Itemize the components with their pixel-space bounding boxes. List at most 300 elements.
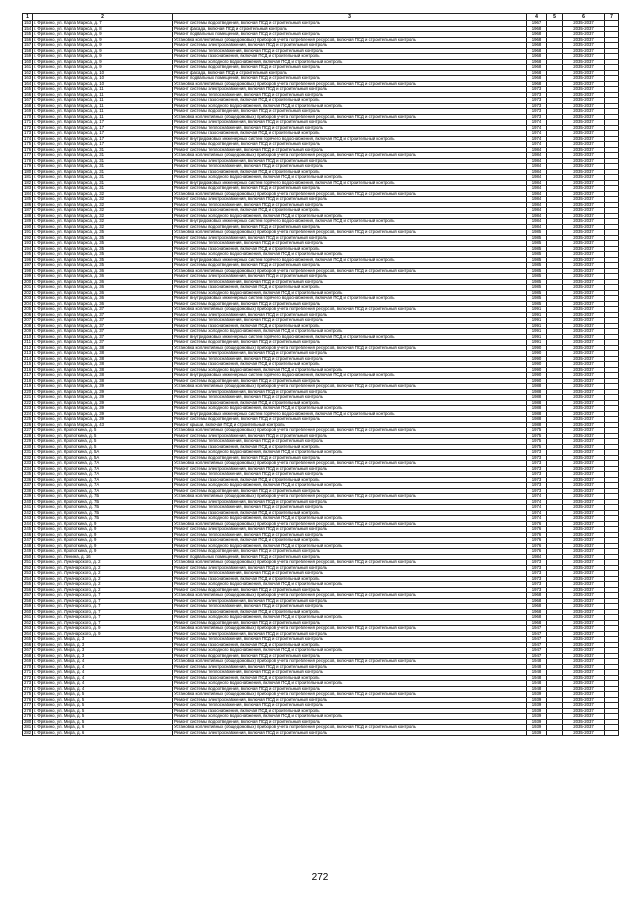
table-cell: 1974 xyxy=(527,131,547,137)
table-cell: Установка коллективных (общедомовых) приборов учета потребления ресурсов, включая ПСД и строительный контроль xyxy=(173,153,527,159)
table-cell: Ремонт системы электроснабжения, включая ПСД и строительный контроль xyxy=(173,697,527,703)
table-cell: 2035-2037 xyxy=(563,499,605,505)
table-cell: 2035-2037 xyxy=(563,318,605,324)
table-cell: 1948 xyxy=(527,686,547,692)
table-cell: 1947 xyxy=(527,637,547,643)
table-cell: 281 xyxy=(24,724,32,729)
table-cell: 1974 xyxy=(527,505,547,511)
table-cell: 1985 xyxy=(527,268,547,274)
table-cell: Ремонт системы водоотведения, включая ПСД и строительный контроль xyxy=(173,340,527,346)
table-cell: 1939 xyxy=(527,692,547,698)
table-cell: 256 xyxy=(24,587,32,592)
table-cell: 2035-2037 xyxy=(563,538,605,544)
table-cell: 1973 xyxy=(527,576,547,582)
table-cell: 203 xyxy=(24,295,32,300)
table-cell: 2035-2037 xyxy=(563,367,605,373)
table-cell: 2035-2037 xyxy=(563,675,605,681)
table-cell: г. Фрязино, ул. Карла Маркса, д. 37 xyxy=(33,307,173,313)
table-cell: 251 xyxy=(24,559,32,564)
table-cell: 268 xyxy=(24,653,32,658)
table-cell: Установка коллективных (общедомовых) приборов учета потребления ресурсов, включая ПСД и строительный контроль xyxy=(173,626,527,632)
table-cell: г. Фрязино, ул. Луначарского, д. 2 xyxy=(33,576,173,582)
table-cell: г. Фрязино, ул. Мира, д. 5 xyxy=(33,697,173,703)
table-cell: 2035-2037 xyxy=(563,659,605,665)
table-cell: Установка коллективных (общедомовых) приборов учета потребления ресурсов, включая ПСД и строительный контроль xyxy=(173,81,527,87)
table-cell: 2035-2037 xyxy=(563,356,605,362)
table-cell: г. Фрязино, ул. Карла Маркса, д. 17 xyxy=(33,120,173,126)
table-cell: 2035-2037 xyxy=(563,428,605,434)
table-cell: 185 xyxy=(24,196,32,201)
table-cell: 1991 xyxy=(527,340,547,346)
table-cell: 280 xyxy=(24,719,32,724)
table-cell: 1991 xyxy=(527,312,547,318)
table-cell: 2035-2037 xyxy=(563,351,605,357)
table-cell: 2035-2037 xyxy=(563,103,605,109)
table-cell: 275 xyxy=(24,691,32,696)
table-cell: г. Фрязино, ул. Карла Маркса, д. 11 xyxy=(33,87,173,93)
table-cell: 1939 xyxy=(527,708,547,714)
table-cell: 1985 xyxy=(527,290,547,296)
table-cell: г. Фрязино, ул. Карла Маркса, д. 39 xyxy=(33,417,173,423)
table-cell: г. Фрязино, ул. Мира, д. 5 xyxy=(33,692,173,698)
table-cell: Ремонт системы теплоснабжения, включая ПСД и строительный контроль xyxy=(173,279,527,285)
table-cell: 1985 xyxy=(527,235,547,241)
table-cell: 2035-2037 xyxy=(563,620,605,626)
table-cell: 2035-2037 xyxy=(563,158,605,164)
table-cell: 2035-2037 xyxy=(563,329,605,335)
table-cell: 1973 xyxy=(527,455,547,461)
table-cell: 239 xyxy=(24,493,32,498)
table-cell: 2035-2037 xyxy=(563,378,605,384)
table-cell: Ремонт внутридомовых инженерных систем горячего водоснабжения, включая ПСД и строительный контроль xyxy=(173,219,527,225)
table-cell: г. Фрязино, ул. Карла Маркса, д. 37 xyxy=(33,323,173,329)
table-cell: 1976 xyxy=(527,521,547,527)
table-cell: Ремонт системы холодного водоснабжения, включая ПСД и строительный контроль xyxy=(173,175,527,181)
table-cell: 2035-2037 xyxy=(563,708,605,714)
table-cell: 187 xyxy=(24,207,32,212)
table-cell: 253 xyxy=(24,570,32,575)
table-cell: Ремонт системы электроснабжения, включая ПСД и строительный контроль xyxy=(173,466,527,472)
table-cell: г. Фрязино, ул. Луначарского, д. 9 xyxy=(33,631,173,637)
table-cell: Ремонт системы газоснабжения, включая ПСД и строительный контроль xyxy=(173,675,527,681)
table-cell: г. Фрязино, ул. Карла Маркса, д. 11 xyxy=(33,114,173,120)
table-cell: 1947 xyxy=(527,642,547,648)
table-cell: г. Фрязино, ул. Карла Маркса, д. 35 xyxy=(33,235,173,241)
table-cell: 164 xyxy=(24,81,32,86)
table-cell: Установка коллективных (общедомовых) приборов учета потребления ресурсов, включая ПСД и строительный контроль xyxy=(173,307,527,313)
table-cell: г. Фрязино, ул. Карла Маркса, д. 37 xyxy=(33,329,173,335)
table-cell: 2035-2037 xyxy=(563,114,605,120)
table-cell: Ремонт системы газоснабжения, включая ПСД и строительный контроль xyxy=(173,362,527,368)
table-cell: 221 xyxy=(24,394,32,399)
table-cell: 2035-2037 xyxy=(563,32,605,38)
table-cell: г. Фрязино, ул. Луначарского, д. 7 xyxy=(33,609,173,615)
table-cell: Ремонт фасада, включая ПСД и строительный контроль xyxy=(173,70,527,76)
table-cell: 1990 xyxy=(527,367,547,373)
table-cell: 188 xyxy=(24,213,32,218)
table-cell: 2035-2037 xyxy=(563,285,605,291)
table-cell: г. Фрязино, ул. Кропоткина, д. 7А xyxy=(33,461,173,467)
table-cell: 214 xyxy=(24,356,32,361)
page-number: 272 xyxy=(311,872,329,883)
table-cell: 170 xyxy=(24,114,32,119)
table-cell: 242 xyxy=(24,510,32,515)
table-cell: Установка коллективных (общедомовых) приборов учета потребления ресурсов, включая ПСД и строительный контроль xyxy=(173,114,527,120)
table-cell: Ремонт системы электроснабжения, включая ПСД и строительный контроль xyxy=(173,499,527,505)
table-cell: 2035-2037 xyxy=(563,175,605,181)
table-cell: 1984 xyxy=(527,202,547,208)
table-cell: г. Фрязино, ул. Луначарского, д. 7 xyxy=(33,598,173,604)
table-cell: 155 xyxy=(24,31,32,36)
table-cell: г. Фрязино, ул. Карла Маркса, д. 37 xyxy=(33,312,173,318)
table-cell: 261 xyxy=(24,614,32,619)
table-cell: г. Фрязино, ул. Кропоткина, д. 7А xyxy=(33,472,173,478)
table-cell: 2035-2037 xyxy=(563,21,605,27)
table-cell: 2035-2037 xyxy=(563,43,605,49)
table-cell: 2035-2037 xyxy=(563,615,605,621)
table-cell: 159 xyxy=(24,53,32,58)
table-cell: 262 xyxy=(24,620,32,625)
table-cell: г. Фрязино, ул. Карла Маркса, д. 9 xyxy=(33,65,173,71)
table-cell: Установка коллективных (общедомовых) приборов учета потребления ресурсов, включая ПСД и строительный контроль xyxy=(173,345,527,351)
table-cell: 217 xyxy=(24,372,32,377)
table-cell: 210 xyxy=(24,334,32,339)
table-cell: 1973 xyxy=(527,87,547,93)
table-cell: 1990 xyxy=(527,351,547,357)
table-cell: 2035-2037 xyxy=(563,730,605,736)
table-cell: Ремонт системы холодного водоснабжения, включая ПСД и строительный контроль xyxy=(173,714,527,720)
header-cell: 3 xyxy=(173,14,527,21)
table-cell: г. Фрязино, ул. Мира, д. 6 xyxy=(33,725,173,731)
table-cell: 1968 xyxy=(527,604,547,610)
table-cell: 2035-2037 xyxy=(563,136,605,142)
table-cell: Ремонт системы холодного водоснабжения, включая ПСД и строительный контроль xyxy=(173,59,527,65)
table-cell: 1976 xyxy=(527,549,547,555)
table-cell: Установка коллективных (общедомовых) приборов учета потребления ресурсов, включая ПСД и строительный контроль xyxy=(173,268,527,274)
table-cell: 201 xyxy=(24,284,32,289)
table-cell: 257 xyxy=(24,592,32,597)
table-cell: 274 xyxy=(24,686,32,691)
table-cell: 1973 xyxy=(527,587,547,593)
table-cell: Ремонт системы холодного водоснабжения, включая ПСД и строительный контроль xyxy=(173,252,527,258)
table-cell: 2035-2037 xyxy=(563,494,605,500)
table-cell: г. Фрязино, ул. Карла Маркса, д. 37 xyxy=(33,340,173,346)
table-cell: г. Фрязино, ул. Карла Маркса, д. 31 xyxy=(33,180,173,186)
table-cell: 1948 xyxy=(527,659,547,665)
table-cell: Ремонт системы теплоснабжения, включая ПСД и строительный контроль xyxy=(173,125,527,131)
table-cell: Ремонт системы электроснабжения, включая ПСД и строительный контроль xyxy=(173,197,527,203)
table-cell: Ремонт подвальных помещений, включая ПСД и строительный контроль xyxy=(173,76,527,82)
table-cell: 2035-2037 xyxy=(563,609,605,615)
table-cell: Установка коллективных (общедомовых) приборов учета потребления ресурсов, включая ПСД и строительный контроль xyxy=(173,191,527,197)
table-cell: г. Фрязино, ул. Карла Маркса, д. 9 xyxy=(33,54,173,60)
table-cell: г. Фрязино, ул. Мира, д. 3 xyxy=(33,653,173,659)
table-cell: Ремонт системы теплоснабжения, включая ПСД и строительный контроль xyxy=(173,703,527,709)
table-cell: Ремонт системы водоотведения, включая ПСД и строительный контроль xyxy=(173,653,527,659)
table-cell: г. Фрязино, ул. Кропоткина, д. 5 xyxy=(33,444,173,450)
table-cell: 2035-2037 xyxy=(563,131,605,137)
table-cell: Ремонт подвальных помещений, включая ПСД и строительный контроль xyxy=(173,32,527,38)
table-cell: 216 xyxy=(24,367,32,372)
table-cell: г. Фрязино, ул. Карла Маркса, д. 37 xyxy=(33,334,173,340)
table-cell: 2035-2037 xyxy=(563,164,605,170)
table-cell: 2035-2037 xyxy=(563,554,605,560)
table-cell: г. Фрязино, ул. Карла Маркса, д. 32 xyxy=(33,197,173,203)
table-cell: 240 xyxy=(24,499,32,504)
table-cell: г. Фрязино, ул. Кропоткина, д. 5 xyxy=(33,428,173,434)
table-cell: Ремонт системы водоотведения, включая ПСД и строительный контроль xyxy=(173,417,527,423)
table-cell: 2035-2037 xyxy=(563,98,605,104)
table-cell: г. Фрязино, ул. Карла Маркса, д. 11 xyxy=(33,103,173,109)
table-cell: 2035-2037 xyxy=(563,571,605,577)
table-cell: 2035-2037 xyxy=(563,406,605,412)
table-cell: 169 xyxy=(24,108,32,113)
table-cell: 193 xyxy=(24,240,32,245)
table-cell: г. Фрязино, ул. Кропоткина, д. 7Б xyxy=(33,516,173,522)
table-cell: г. Фрязино, ул. Карла Маркса, д. 38 xyxy=(33,351,173,357)
table-cell: г. Фрязино, ул. Кропоткина, д. 5А xyxy=(33,450,173,456)
table-cell: 1976 xyxy=(527,527,547,533)
table-cell: 273 xyxy=(24,680,32,685)
table-cell: г. Фрязино, ул. Карла Маркса, д. 39 xyxy=(33,389,173,395)
table-cell: 181 xyxy=(24,174,32,179)
table-cell: Ремонт системы водоотведения, включая ПСД и строительный контроль xyxy=(173,142,527,148)
table-cell: г. Фрязино, ул. Карла Маркса, д. 35 xyxy=(33,257,173,263)
table-cell: Ремонт системы электроснабжения, включая ПСД и строительный контроль xyxy=(173,351,527,357)
table-cell: 160 xyxy=(24,59,32,64)
table-cell: 2035-2037 xyxy=(563,477,605,483)
table-cell: г. Фрязино, ул. Мира, д. 4 xyxy=(33,686,173,692)
table-cell: 2035-2037 xyxy=(563,279,605,285)
table-cell: 206 xyxy=(24,312,32,317)
table-cell: Ремонт системы водоотведения, включая ПСД и строительный контроль xyxy=(173,686,527,692)
table-cell: Ремонт внутридомовых инженерных систем горячего водоснабжения, включая ПСД и строительный контроль xyxy=(173,296,527,302)
table-cell: 2035-2037 xyxy=(563,230,605,236)
table-cell: 1968 xyxy=(527,615,547,621)
table-cell: 1990 xyxy=(527,362,547,368)
table-cell: Ремонт подвальных помещений, включая ПСД и строительный контроль xyxy=(173,554,527,560)
table-cell: 2035-2037 xyxy=(563,362,605,368)
table-cell: Установка коллективных (общедомовых) приборов учета потребления ресурсов, включая ПСД и строительный контроль xyxy=(173,384,527,390)
table-cell: Ремонт системы холодного водоснабжения, включая ПСД и строительный контроль xyxy=(173,450,527,456)
table-cell: 2035-2037 xyxy=(563,147,605,153)
table-cell: 2035-2037 xyxy=(563,510,605,516)
table-cell: 263 xyxy=(24,625,32,630)
table-cell: 259 xyxy=(24,603,32,608)
table-cell: Ремонт системы водоотведения, включая ПСД и строительный контроль xyxy=(173,186,527,192)
table-cell: 168 xyxy=(24,103,32,108)
table-cell: Ремонт системы водоотведения, включая ПСД и строительный контроль xyxy=(173,378,527,384)
table-cell: Ремонт системы электроснабжения, включая ПСД и строительный контроль xyxy=(173,87,527,93)
table-cell: 269 xyxy=(24,658,32,663)
table-cell: 2035-2037 xyxy=(563,582,605,588)
table-cell: Ремонт системы теплоснабжения, включая ПСД и строительный контроль xyxy=(173,604,527,610)
table-cell: 2035-2037 xyxy=(563,505,605,511)
table-cell: 2035-2037 xyxy=(563,642,605,648)
table-cell: г. Фрязино, ул. Мира, д. 3 xyxy=(33,642,173,648)
table-cell: г. Фрязино, ул. Карла Маркса, д. 17 xyxy=(33,142,173,148)
table-cell: 1984 xyxy=(527,191,547,197)
table-cell: Ремонт системы холодного водоснабжения, включая ПСД и строительный контроль xyxy=(173,213,527,219)
table-cell: Установка коллективных (общедомовых) приборов учета потребления ресурсов, включая ПСД и строительный контроль xyxy=(173,593,527,599)
table-cell: г. Фрязино, ул. Карла Маркса, д. 39 xyxy=(33,384,173,390)
table-cell: 1974 xyxy=(527,510,547,516)
table-cell: г. Фрязино, ул. Мира, д. 5 xyxy=(33,708,173,714)
table-cell: Установка коллективных (общедомовых) приборов учета потребления ресурсов, включая ПСД и строительный контроль xyxy=(173,494,527,500)
table-cell: г. Фрязино, ул. Карла Маркса, д. 38 xyxy=(33,345,173,351)
table-cell: 1990 xyxy=(527,345,547,351)
table-cell: 1984 xyxy=(527,219,547,225)
table-cell: 1968 xyxy=(527,76,547,82)
table-cell: 2035-2037 xyxy=(563,389,605,395)
table-cell: 1984 xyxy=(527,164,547,170)
table-cell: 1975 xyxy=(527,444,547,450)
table-cell: 1990 xyxy=(527,356,547,362)
table-cell: 1948 xyxy=(527,670,547,676)
table-cell: 1968 xyxy=(527,48,547,54)
table-cell: 192 xyxy=(24,235,32,240)
table-cell: 266 xyxy=(24,642,32,647)
table-cell xyxy=(605,730,619,736)
header-cell: 2 xyxy=(33,14,173,21)
table-cell: 2035-2037 xyxy=(563,92,605,98)
table-cell: г. Фрязино, ул. Карла Маркса, д. 32 xyxy=(33,219,173,225)
header-cell: 6 xyxy=(563,14,605,21)
table-cell: 2035-2037 xyxy=(563,598,605,604)
table-cell: 2035-2037 xyxy=(563,274,605,280)
table-cell: 1973 xyxy=(527,472,547,478)
header-cell: 1 xyxy=(23,14,33,21)
table-cell: 2035-2037 xyxy=(563,455,605,461)
table-cell: 2035-2037 xyxy=(563,65,605,71)
table-cell: 1984 xyxy=(527,180,547,186)
table-cell: 212 xyxy=(24,345,32,350)
table-cell: 1988 xyxy=(527,417,547,423)
table-cell: 2035-2037 xyxy=(563,109,605,115)
table-cell: 2035-2037 xyxy=(563,565,605,571)
table-cell: 197 xyxy=(24,262,32,267)
table-cell: 2035-2037 xyxy=(563,417,605,423)
table-cell: 1973 xyxy=(527,488,547,494)
table-cell: Ремонт системы водоотведения, включая ПСД и строительный контроль xyxy=(173,301,527,307)
table-cell: г. Фрязино, ул. Карла Маркса, д. 38 xyxy=(33,367,173,373)
table-cell: 2035-2037 xyxy=(563,334,605,340)
table-cell: 1968 xyxy=(527,54,547,60)
table-cell: Ремонт системы водоотведения, включая ПСД и строительный контроль xyxy=(173,587,527,593)
table-cell: 1988 xyxy=(527,389,547,395)
table-cell: г. Фрязино, ул. Карла Маркса, д. 37 xyxy=(33,318,173,324)
table-cell: г. Фрязино, ул. Кропоткина, д. 7Б xyxy=(33,510,173,516)
table-cell: 1974 xyxy=(527,120,547,126)
table-cell: г. Фрязино, ул. Карла Маркса, д. 39 xyxy=(33,406,173,412)
table-cell: 278 xyxy=(24,708,32,713)
table-cell: г. Фрязино, ул. Мира, д. 4 xyxy=(33,659,173,665)
table-cell: г. Фрязино, ул. Карла Маркса, д. 36 xyxy=(33,279,173,285)
table-cell: 2035-2037 xyxy=(563,87,605,93)
table-cell: г. Фрязино, ул. Карла Маркса, д. 36 xyxy=(33,268,173,274)
table-cell: Ремонт системы водоотведения, включая ПСД и строительный контроль xyxy=(173,455,527,461)
table-cell: 252 xyxy=(24,565,32,570)
table-cell: 1968 xyxy=(527,65,547,71)
table-cell: 1947 xyxy=(527,631,547,637)
table-cell: 1976 xyxy=(527,532,547,538)
table-cell: 2035-2037 xyxy=(563,400,605,406)
table-cell: г. Фрязино, ул. Мира, д. 3 xyxy=(33,637,173,643)
table-cell: 2035-2037 xyxy=(563,191,605,197)
table-cell: Ремонт системы газоснабжения, включая ПСД и строительный контроль xyxy=(173,576,527,582)
table-cell: 1984 xyxy=(527,175,547,181)
table-cell: 174 xyxy=(24,136,32,141)
table-cell: г. Фрязино, ул. Карла Маркса, д. 11 xyxy=(33,109,173,115)
table-cell: г. Фрязино, ул. Карла Маркса, д. 17 xyxy=(33,125,173,131)
table-cell: 1968 xyxy=(527,26,547,32)
table-cell: 1968 xyxy=(527,81,547,87)
table-cell: 2035-2037 xyxy=(563,631,605,637)
table-cell: Установка коллективных (общедомовых) приборов учета потребления ресурсов, включая ПСД и строительный контроль xyxy=(173,230,527,236)
table-cell: 196 xyxy=(24,257,32,262)
table-cell: Ремонт системы газоснабжения, включая ПСД и строительный контроль xyxy=(173,708,527,714)
table-cell: 1990 xyxy=(527,373,547,379)
table-cell: г. Фрязино, ул. Карла Маркса, д. 39 xyxy=(33,411,173,417)
table-cell: Ремонт системы газоснабжения, включая ПСД и строительный контроль xyxy=(173,323,527,329)
table-cell: 258 xyxy=(24,598,32,603)
table-cell: Ремонт внутридомовых инженерных систем горячего водоснабжения, включая ПСД и строительный контроль xyxy=(173,257,527,263)
table-cell: 2035-2037 xyxy=(563,444,605,450)
table-cell: Ремонт системы электроснабжения, включая ПСД и строительный контроль xyxy=(173,235,527,241)
table-cell: 1984 xyxy=(527,147,547,153)
table-cell: 219 xyxy=(24,383,32,388)
table-cell: 2035-2037 xyxy=(563,37,605,43)
table-cell: 2035-2037 xyxy=(563,301,605,307)
table-cell: г. Фрязино, ул. Кропоткина, д. 5 xyxy=(33,433,173,439)
table-row xyxy=(23,730,619,736)
table-cell: Ремонт внутридомовых инженерных систем горячего водоснабжения, включая ПСД и строительный контроль xyxy=(173,373,527,379)
table-cell: 1984 xyxy=(527,169,547,175)
table-cell: г. Фрязино, ул. Кропоткина, д. 9 xyxy=(33,521,173,527)
table-cell: 184 xyxy=(24,191,32,196)
table-cell: г. Фрязино, ул. Карла Маркса, д. 31 xyxy=(33,175,173,181)
table-header-row xyxy=(23,14,619,21)
table-cell: 1984 xyxy=(527,197,547,203)
table-cell: 277 xyxy=(24,702,32,707)
table-cell: г. Фрязино, ул. Луначарского, д. 7 xyxy=(33,620,173,626)
table-cell: Ремонт системы газоснабжения, включая ПСД и строительный контроль xyxy=(173,98,527,104)
table-cell: 1947 xyxy=(527,653,547,659)
table-cell: 265 xyxy=(24,636,32,641)
table-cell: 2035-2037 xyxy=(563,725,605,731)
table-cell: Установка коллективных (общедомовых) приборов учета потребления ресурсов, включая ПСД и строительный контроль xyxy=(173,521,527,527)
table-cell: 1985 xyxy=(527,230,547,236)
table-cell: г. Фрязино, ул. Карла Маркса, д. 10 xyxy=(33,81,173,87)
table-cell: 1991 xyxy=(527,323,547,329)
table-cell: 1973 xyxy=(527,582,547,588)
table-cell: Ремонт системы теплоснабжения, включая ПСД и строительный контроль xyxy=(173,318,527,324)
table-cell: 178 xyxy=(24,158,32,163)
table-cell: Ремонт системы газоснабжения, включая ПСД и строительный контроль xyxy=(173,246,527,252)
table-cell: 2035-2037 xyxy=(563,604,605,610)
table-cell: Ремонт системы теплоснабжения, включая ПСД и строительный контроль xyxy=(173,439,527,445)
table-cell: г. Фрязино, ул. Карла Маркса, д. 36 xyxy=(33,301,173,307)
table-cell: 1984 xyxy=(527,186,547,192)
table-cell: 244 xyxy=(24,521,32,526)
table-cell: г. Фрязино, ул. Карла Маркса, д. 10 xyxy=(33,70,173,76)
table-cell: 2035-2037 xyxy=(563,516,605,522)
table-cell: Ремонт системы электроснабжения, включая ПСД и строительный контроль xyxy=(173,43,527,49)
table-cell: 1973 xyxy=(527,483,547,489)
table-cell: г. Фрязино, ул. Кропоткина, д. 7Б xyxy=(33,505,173,511)
table-cell: Ремонт системы электроснабжения, включая ПСД и строительный контроль xyxy=(173,433,527,439)
table-cell: Ремонт системы холодного водоснабжения, включая ПСД и строительный контроль xyxy=(173,367,527,373)
